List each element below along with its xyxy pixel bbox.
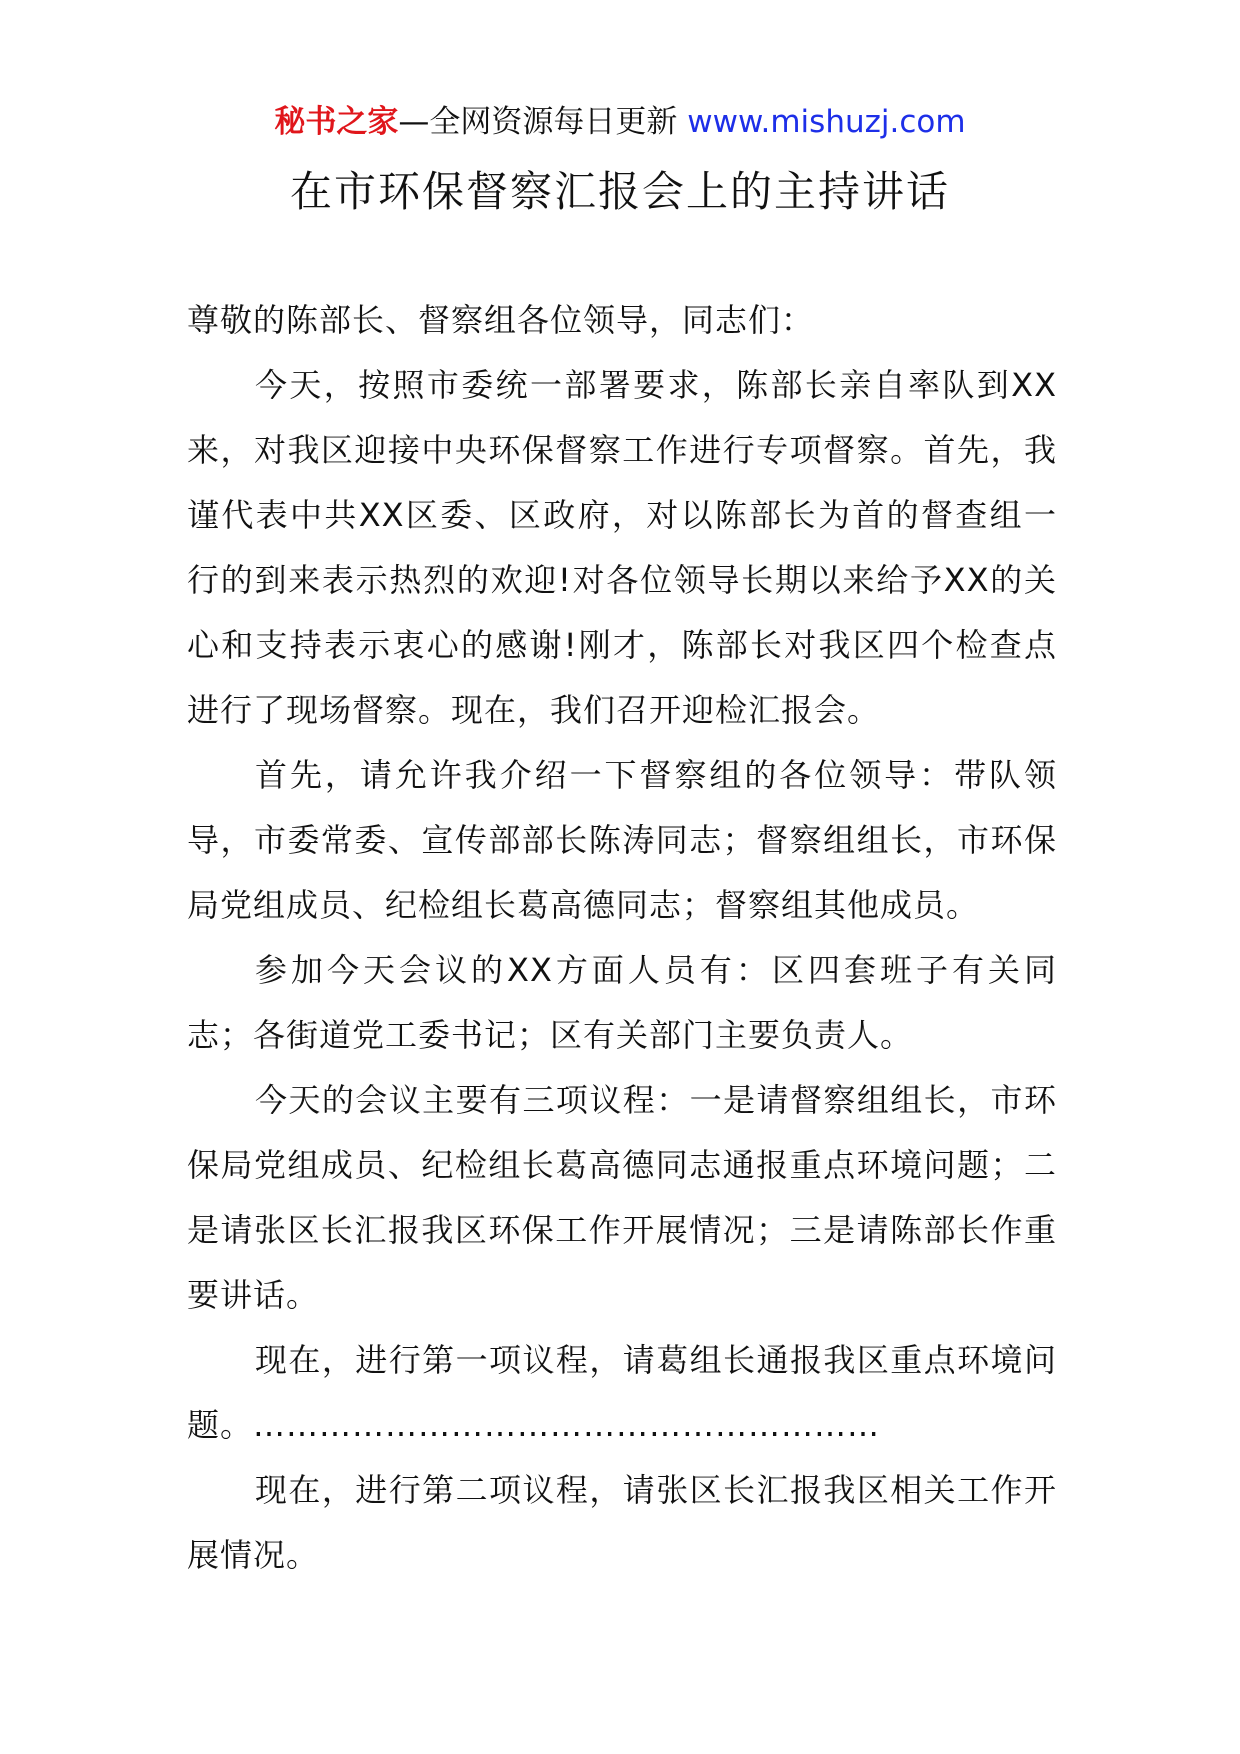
document-body xyxy=(187,288,1057,1588)
paragraph-agenda-item-1: 现在，进行第一项议程，请葛组长通报我区重点环境问题。………………………………………………… xyxy=(187,1341,1057,1444)
document-title: 在市环保督察汇报会上的主持讲话 xyxy=(289,167,950,216)
paragraph-opening: 今天，按照市委统一部署要求，陈部长亲自率队到XX来，对我区迎接中央环保督察工作进行专项督察。首先，我谨代表中共XX区委、区政府，对以陈部长为首的督查组一行的到来表示热烈的欢迎!对各位领导长期以来给予XX的关心和支持表示衷心的感谢!刚才，陈部长对我区四个检查点进行了现场督察。现在，我们召开迎检汇报会。 xyxy=(187,366,1057,729)
site-url: www.mishuzj.com xyxy=(687,104,966,140)
salutation: 尊敬的陈部长、督察组各位领导，同志们： xyxy=(187,301,815,339)
paragraph-agenda: 今天的会议主要有三项议程：一是请督察组组长，市环保局党组成员、纪检组长葛高德同志通报重点环境问题；二是请张区长汇报我区环保工作开展情况；三是请陈部长作重要讲话。 xyxy=(187,1081,1057,1314)
paragraph-attendees: 参加今天会议的XX方面人员有：区四套班子有关同志；各街道党工委书记；区有关部门主要负责人。 xyxy=(187,951,1057,1054)
paragraph-introductions: 首先，请允许我介绍一下督察组的各位领导：带队领导，市委常委、宣传部部长陈涛同志；督察组组长，市环保局党组成员、纪检组长葛高德同志；督察组其他成员。 xyxy=(187,756,1057,924)
header-tagline: —全网资源每日更新 xyxy=(398,104,688,140)
site-header xyxy=(0,102,1240,142)
paragraph-agenda-item-2: 现在，进行第二项议程，请张区长汇报我区相关工作开展情况。 xyxy=(187,1471,1057,1574)
brand-name: 秘书之家 xyxy=(274,104,399,140)
